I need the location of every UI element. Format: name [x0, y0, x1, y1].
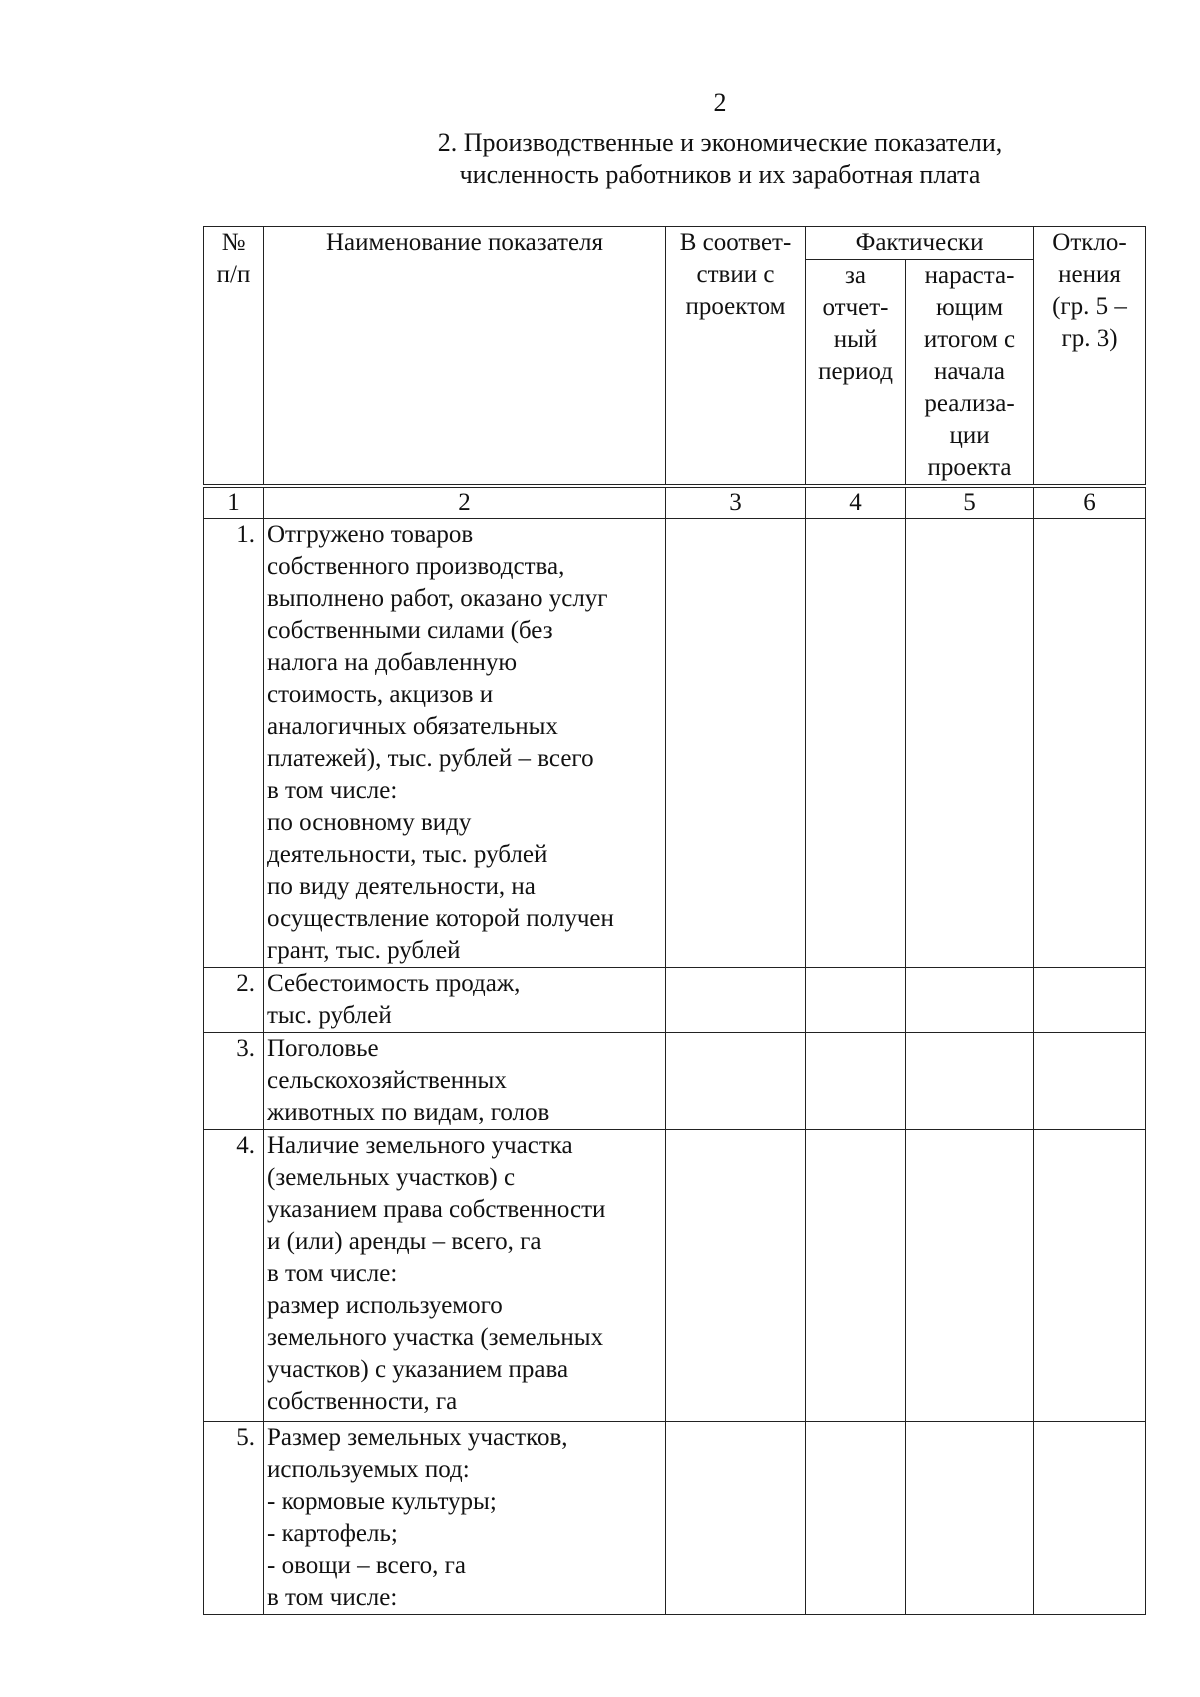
row-indicator-name: Себестоимость продаж, тыс. рублей: [264, 968, 666, 1033]
header-row: [204, 227, 1146, 260]
header-deviation: Откло- нения (гр. 5 – гр. 3): [1034, 227, 1146, 487]
row-number: 3.: [204, 1033, 264, 1130]
empty-cell[interactable]: [1034, 1130, 1146, 1422]
column-number: 2: [264, 486, 666, 519]
column-number: 3: [666, 486, 806, 519]
section-title-line-1: 2. Производственные и экономические показатели,: [437, 128, 1003, 157]
empty-cell[interactable]: [806, 1033, 906, 1130]
row-indicator-name: Размер земельных участков, используемых под: - кормовые культуры; - картофель; - овощи – всего, га в том числе:: [264, 1422, 666, 1615]
section-title-line-2: численность работников и их заработная плата: [459, 160, 981, 189]
empty-cell[interactable]: [1034, 968, 1146, 1033]
row-indicator-name: Отгружено товаров собственного производства, выполнено работ, оказано услуг собственными силами (без налога на добавленную стоимость, акцизов и аналогичных обязательных платежей), тыс. рублей – всего в том числе: по основному виду деятельности, тыс. рублей по виду деятельности, на осуществление которой получен грант, тыс. рублей: [264, 519, 666, 968]
column-numbers-row: [204, 486, 1146, 519]
header-fact: Фактически: [806, 227, 1034, 260]
empty-cell[interactable]: [906, 968, 1034, 1033]
header-project: В соответ- ствии с проектом: [666, 227, 806, 487]
table-row: [204, 968, 1146, 1033]
page-number: 2: [713, 88, 727, 117]
header-fact-cumulative: нараста- ющим итогом с начала реализа- ции проекта: [906, 260, 1034, 487]
empty-cell[interactable]: [806, 1422, 906, 1615]
header-num: № п/п: [204, 227, 264, 487]
row-indicator-name: Поголовье сельскохозяйственных животных по видам, голов: [264, 1033, 666, 1130]
column-number: 5: [906, 486, 1034, 519]
empty-cell[interactable]: [906, 1033, 1034, 1130]
header-name: Наименование показателя: [264, 227, 666, 487]
table-row: [204, 1130, 1146, 1422]
empty-cell[interactable]: [1034, 1422, 1146, 1615]
table-row: [204, 1422, 1146, 1615]
table-row: [204, 1033, 1146, 1130]
row-indicator-name: Наличие земельного участка (земельных участков) с указанием права собственности и (или) аренды – всего, га в том числе: размер используемого земельного участка (земельных участков) с указанием права собственности, га: [264, 1130, 666, 1422]
header-fact-period: за отчет- ный период: [806, 260, 906, 487]
row-number: 5.: [204, 1422, 264, 1615]
column-number: 6: [1034, 486, 1146, 519]
column-number: 4: [806, 486, 906, 519]
empty-cell[interactable]: [906, 1422, 1034, 1615]
empty-cell[interactable]: [666, 1033, 806, 1130]
empty-cell[interactable]: [666, 968, 806, 1033]
empty-cell[interactable]: [666, 519, 806, 968]
column-number: 1: [204, 486, 264, 519]
empty-cell[interactable]: [1034, 1033, 1146, 1130]
empty-cell[interactable]: [906, 519, 1034, 968]
empty-cell[interactable]: [806, 968, 906, 1033]
indicators-table: [203, 226, 1146, 1615]
empty-cell[interactable]: [806, 519, 906, 968]
row-number: 2.: [204, 968, 264, 1033]
empty-cell[interactable]: [666, 1422, 806, 1615]
section-title: [0, 127, 1200, 191]
table-row: [204, 519, 1146, 968]
empty-cell[interactable]: [666, 1130, 806, 1422]
empty-cell[interactable]: [806, 1130, 906, 1422]
row-number: 4.: [204, 1130, 264, 1422]
empty-cell[interactable]: [1034, 519, 1146, 968]
row-number: 1.: [204, 519, 264, 968]
empty-cell[interactable]: [906, 1130, 1034, 1422]
